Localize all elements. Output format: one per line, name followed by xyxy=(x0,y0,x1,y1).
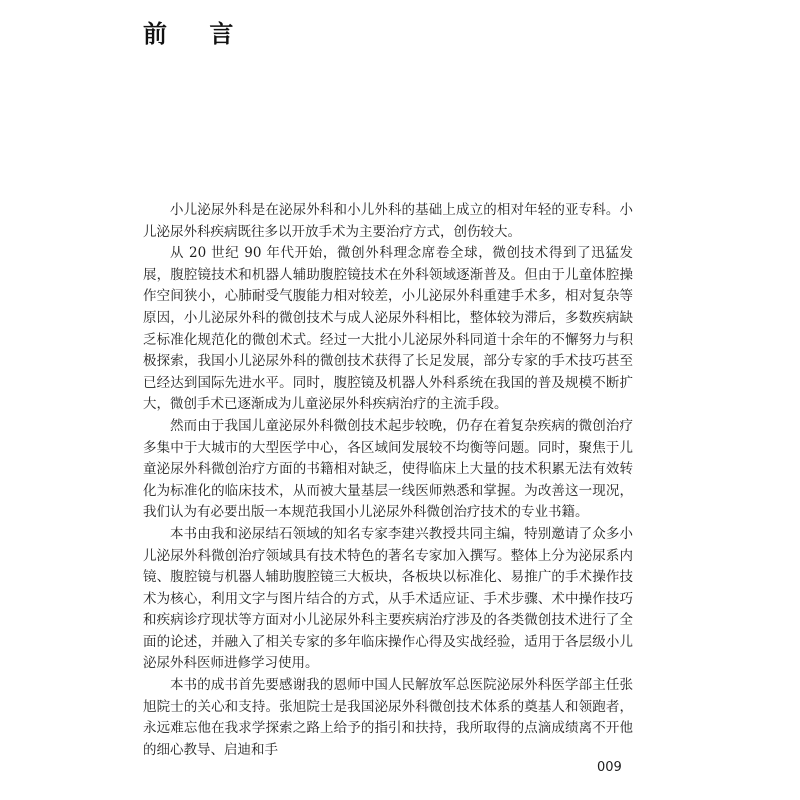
paragraph-1: 小儿泌尿外科是在泌尿外科和小儿外科的基础上成立的相对年轻的亚专科。小儿泌尿外科疾病既往多以开放手术为主要治疗方式，创伤较大。 xyxy=(143,202,633,240)
paragraph-4: 本书由我和泌尿结石领域的知名专家李建兴教授共同主编，特别邀请了众多小儿泌尿外科微创治疗领域具有技术特色的著名专家加入撰写。整体上分为泌尿系内镜、腹腔镜与机器人辅助腹腔镜三大板块，各板块以标准化、易推广的手术操作技术为核心，利用文字与图片结合的方式，从手术适应证、手术步骤、术中操作技巧和疾病诊疗现状等方面对小儿泌尿外科主要疾病治疗涉及的各类微创技术进行了全面的论述，并融入了相关专家的多年临床操作心得及实战经验，适用于各层级小儿泌尿外科医师进修学习使用。 xyxy=(143,525,633,672)
page-title: 前 言 xyxy=(143,19,251,48)
paragraph-5: 本书的成书首先要感谢我的恩师中国人民解放军总医院泌尿外科医学部主任张旭院士的关心和支持。张旭院士是我国泌尿外科微创技术体系的奠基人和领跑者，永远难忘他在我求学探索之路上给予的指引和扶持，我所取得的点滴成绩离不开他的细心教导、启迪和手 xyxy=(143,677,633,758)
preface-body xyxy=(143,200,633,761)
page-number: 009 xyxy=(597,760,622,775)
paragraph-3: 然而由于我国儿童泌尿外科微创技术起步较晚，仍存在着复杂疾病的微创治疗多集中于大城市的大型医学中心，各区域间发展较不均衡等问题。同时，聚焦于儿童泌尿外科微创治疗方面的书籍相对缺乏，使得临床上大量的技术积累无法有效转化为标准化的临床技术，从而被大量基层一线医师熟悉和掌握。为改善这一现况，我们认为有必要出版一本规范我国小儿泌尿外科微创治疗技术的专业书籍。 xyxy=(143,417,633,521)
paragraph-2: 从 20 世纪 90 年代开始，微创外科理念席卷全球，微创技术得到了迅猛发展，腹腔镜技术和机器人辅助腹腔镜技术在外科领域逐渐普及。但由于儿童体腔操作空间狭小，心肺耐受气腹能力相对较差，小儿泌尿外科重建手术多，相对复杂等原因，小儿泌尿外科的微创技术与成人泌尿外科相比，整体较为滞后，多数疾病缺乏标准化规范化的微创术式。经过一大批小儿泌尿外科同道十余年的不懈努力与积极探索，我国小儿泌尿外科的微创技术获得了长足发展，部分专家的手术技巧甚至已经达到国际先进水平。同时，腹腔镜及机器人外科系统在我国的普及规模不断扩大，微创手术已逐渐成为儿童泌尿外科疾病治疗的主流手段。 xyxy=(143,245,633,413)
